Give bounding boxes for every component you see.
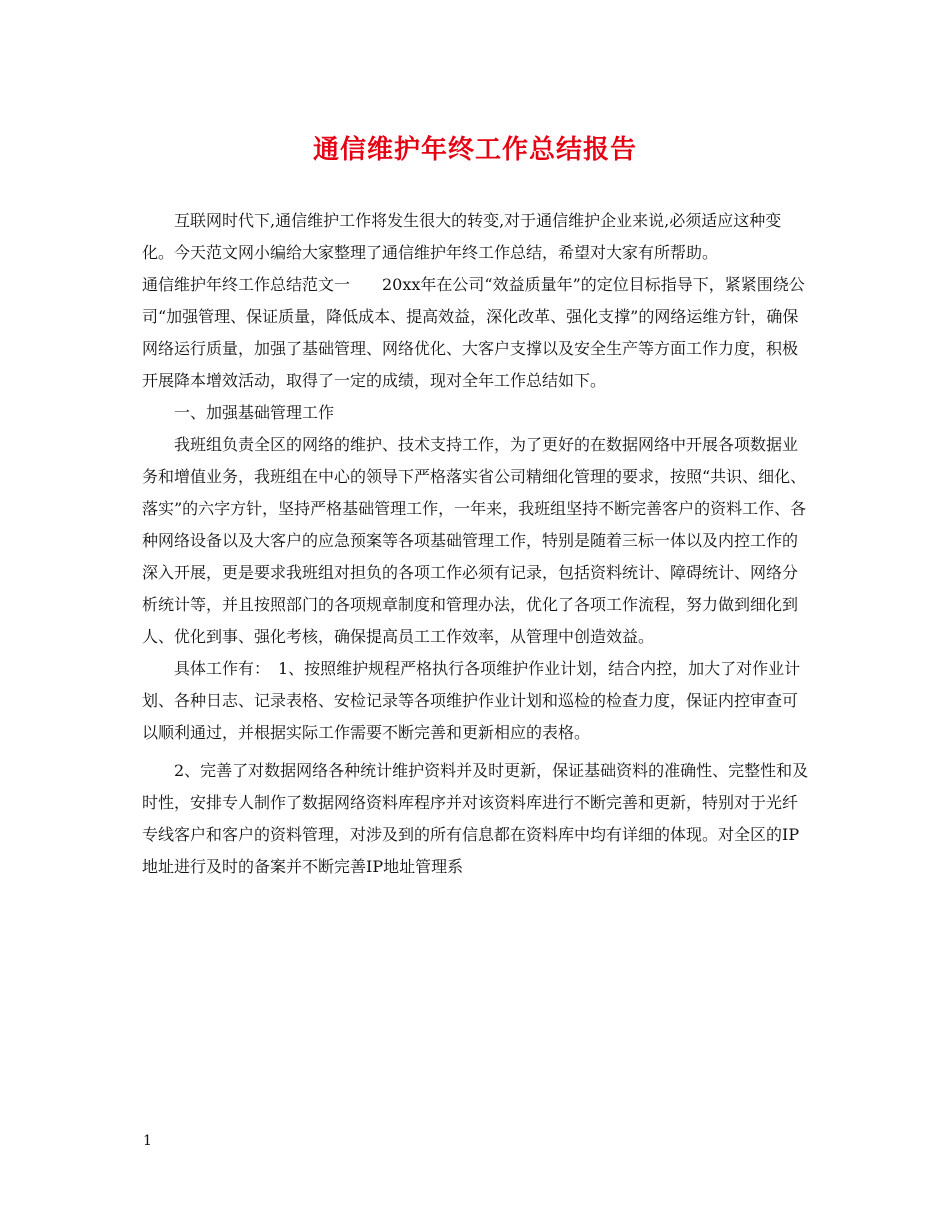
paragraph-specific-work: 具体工作有： 1、按照维护规程严格执行各项维护作业计划，结合内控，加大了对作业计划、各种日志、记录表格、安检记录等各项维护作业计划和巡检的检查力度，保证内控审查可以顺利通过，并根据实际工作需要不断完善和更新相应的表格。 [142,659,801,742]
page-number: 1 [143,1133,152,1149]
paragraph-data-network: 2、完善了对数据网络各种统计维护资料并及时更新，保证基础资料的准确性、完整性和及时性，安排专人制作了数据网络资料库程序并对该资料库进行不断完善和更新，特别对于光纤专线客户和客户的资料管理，对涉及到的所有信息都在资料库中均有详细的体现。对全区的IP地址进行及时的备案并不断完善IP地址管理系 [142,761,809,876]
section-heading-basic-management: 一、加强基础管理工作 [174,403,335,422]
document-body [142,205,810,883]
document-title: 通信维护年终工作总结报告 [312,135,637,165]
paragraph-team-work: 我班组负责全区的网络的维护、技术支持工作，为了更好的在数据网络中开展各项数据业务和增值业务，我班组在中心的领导下严格落实省公司精细化管理的要求，按照“共识、细化、落实”的六字方针，坚持严格基础管理工作，一年来，我班组坚持不断完善客户的资料工作、各种网络设备以及大客户的应急预案等各项基础管理工作，特别是随着三标一体以及内控工作的深入开展，更是要求我班组对担负的各项工作必须有记录，包括资料统计、障碍统计、网络分析统计等，并且按照部门的各项规章制度和管理办法，优化了各项工作流程，努力做到细化到人、优化到事、强化考核，确保提高员工工作效率，从管理中创造效益。 [142,435,807,646]
paragraph-intro: 互联网时代下,通信维护工作将发生很大的转变,对于通信维护企业来说,必须适应这种变化。今天范文网小编给大家整理了通信维护年终工作总结，希望对大家有所帮助。 [142,211,782,262]
paragraph-sample-one: 通信维护年终工作总结范文一 20xx年在公司“效益质量年”的定位目标指导下，紧紧围绕公司“加强管理、保证质量，降低成本、提高效益，深化改革、强化支撑”的网络运维方针，确保网络运行质量，加强了基础管理、网络优化、大客户支撑以及安全生产等方面工作力度，积极开展降本增效活动，取得了一定的成绩，现对全年工作总结如下。 [142,275,805,390]
